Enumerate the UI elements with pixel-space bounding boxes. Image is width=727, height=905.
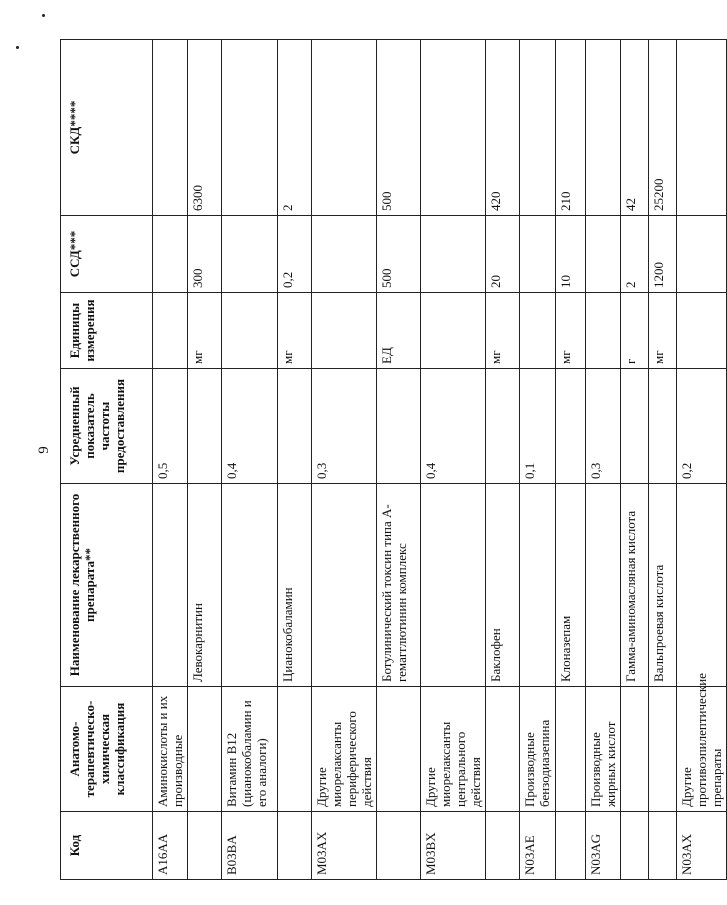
cell-atc — [486, 687, 520, 812]
cell-atc: Другие миорелаксанты центрального действия — [421, 687, 486, 812]
cell-freq — [278, 369, 312, 484]
cell-unit: мг — [278, 293, 312, 369]
cell-atc — [649, 687, 677, 812]
rotated-table-wrapper — [60, 40, 724, 880]
cell-freq: 0,4 — [421, 369, 486, 484]
cell-code — [278, 812, 312, 880]
cell-ssd: 10 — [556, 216, 586, 293]
header-drug: Наименование лекарственного препарата** — [61, 484, 153, 687]
cell-code — [377, 812, 421, 880]
cell-unit: мг — [649, 293, 677, 369]
cell-unit — [312, 293, 377, 369]
cell-unit: ЕД — [377, 293, 421, 369]
table-row — [222, 40, 278, 880]
cell-ssd: 2 — [621, 216, 649, 293]
cell-drug — [421, 484, 486, 687]
cell-ssd — [677, 216, 727, 293]
cell-atc: Витамин B12 (цианокобаламин и его аналоги) — [222, 687, 278, 812]
cell-drug: Ботулинический токсин типа А-гемагглютинин комплекс — [377, 484, 421, 687]
cell-ssd — [586, 216, 621, 293]
table-row — [421, 40, 486, 880]
cell-skd — [586, 40, 621, 216]
cell-skd: 25200 — [649, 40, 677, 216]
cell-skd — [222, 40, 278, 216]
table-row — [621, 40, 649, 880]
cell-code: B03BA — [222, 812, 278, 880]
cell-drug: Гамма-аминомасляная кислота — [621, 484, 649, 687]
table-row — [278, 40, 312, 880]
header-atc: Анатомо-терапевтическо-химическая классификация — [61, 687, 153, 812]
cell-freq — [188, 369, 222, 484]
header-unit: Единицы измерения — [61, 293, 153, 369]
cell-ssd: 0,2 — [278, 216, 312, 293]
cell-code: M03BX — [421, 812, 486, 880]
cell-freq: 0,5 — [153, 369, 188, 484]
cell-code: N03AG — [586, 812, 621, 880]
cell-freq — [377, 369, 421, 484]
cell-drug — [153, 484, 188, 687]
cell-drug: Баклофен — [486, 484, 520, 687]
cell-skd — [153, 40, 188, 216]
cell-freq: 0,1 — [520, 369, 556, 484]
cell-skd: 6300 — [188, 40, 222, 216]
header-row — [61, 40, 153, 880]
cell-atc — [556, 687, 586, 812]
cell-atc: Другие противоэпилептические препараты — [677, 687, 727, 812]
table-row — [312, 40, 377, 880]
cell-drug — [222, 484, 278, 687]
cell-code — [649, 812, 677, 880]
cell-code — [188, 812, 222, 880]
cell-ssd — [520, 216, 556, 293]
cell-unit: г — [621, 293, 649, 369]
cell-code — [621, 812, 649, 880]
cell-skd — [677, 40, 727, 216]
cell-skd — [421, 40, 486, 216]
cell-unit — [520, 293, 556, 369]
cell-drug — [312, 484, 377, 687]
scan-dot — [16, 46, 19, 49]
cell-code — [486, 812, 520, 880]
cell-freq: 0,3 — [586, 369, 621, 484]
table-row — [377, 40, 421, 880]
cell-freq: 0,4 — [222, 369, 278, 484]
table-row — [153, 40, 188, 880]
cell-freq — [556, 369, 586, 484]
cell-code: N03AE — [520, 812, 556, 880]
cell-freq: 0,3 — [312, 369, 377, 484]
cell-code — [556, 812, 586, 880]
cell-freq — [621, 369, 649, 484]
cell-code: N03AX — [677, 812, 727, 880]
cell-ssd: 1200 — [649, 216, 677, 293]
header-skd: СКД**** — [61, 40, 153, 216]
cell-unit: мг — [486, 293, 520, 369]
cell-ssd — [222, 216, 278, 293]
cell-code: M03AX — [312, 812, 377, 880]
cell-skd: 420 — [486, 40, 520, 216]
cell-atc — [188, 687, 222, 812]
cell-freq: 0,2 — [677, 369, 727, 484]
header-ssd: ССД*** — [61, 216, 153, 293]
cell-drug — [677, 484, 727, 687]
cell-ssd — [153, 216, 188, 293]
cell-unit — [586, 293, 621, 369]
cell-unit — [421, 293, 486, 369]
cell-skd: 210 — [556, 40, 586, 216]
cell-skd: 500 — [377, 40, 421, 216]
drug-table — [60, 39, 727, 880]
cell-unit: мг — [188, 293, 222, 369]
cell-drug — [586, 484, 621, 687]
cell-ssd — [421, 216, 486, 293]
cell-atc: Другие миорелаксанты периферического действия — [312, 687, 377, 812]
table-row — [486, 40, 520, 880]
table-row — [556, 40, 586, 880]
table-row — [649, 40, 677, 880]
table-row — [677, 40, 727, 880]
cell-atc: Аминокислоты и их производные — [153, 687, 188, 812]
cell-atc: Производные жирных кислот — [586, 687, 621, 812]
cell-code: A16AA — [153, 812, 188, 880]
scan-dot — [42, 14, 45, 17]
cell-unit — [677, 293, 727, 369]
cell-atc — [278, 687, 312, 812]
cell-drug — [520, 484, 556, 687]
cell-skd — [520, 40, 556, 216]
cell-drug: Клоназепам — [556, 484, 586, 687]
cell-drug: Левокарнитин — [188, 484, 222, 687]
cell-atc — [377, 687, 421, 812]
table-row — [188, 40, 222, 880]
cell-atc: Производные бензодиазепина — [520, 687, 556, 812]
cell-ssd — [312, 216, 377, 293]
cell-drug: Цианокобаламин — [278, 484, 312, 687]
cell-unit — [153, 293, 188, 369]
cell-freq — [649, 369, 677, 484]
table-row — [520, 40, 556, 880]
page-number: 9 — [36, 446, 52, 454]
cell-drug: Вальпроевая кислота — [649, 484, 677, 687]
cell-unit — [222, 293, 278, 369]
table-row — [586, 40, 621, 880]
cell-ssd: 500 — [377, 216, 421, 293]
cell-freq — [486, 369, 520, 484]
cell-ssd: 20 — [486, 216, 520, 293]
header-code: Код — [61, 812, 153, 880]
cell-skd: 2 — [278, 40, 312, 216]
cell-unit: мг — [556, 293, 586, 369]
cell-atc — [621, 687, 649, 812]
cell-skd — [312, 40, 377, 216]
cell-skd: 42 — [621, 40, 649, 216]
cell-ssd: 300 — [188, 216, 222, 293]
header-freq: Усредненный показатель частоты предоставления — [61, 369, 153, 484]
